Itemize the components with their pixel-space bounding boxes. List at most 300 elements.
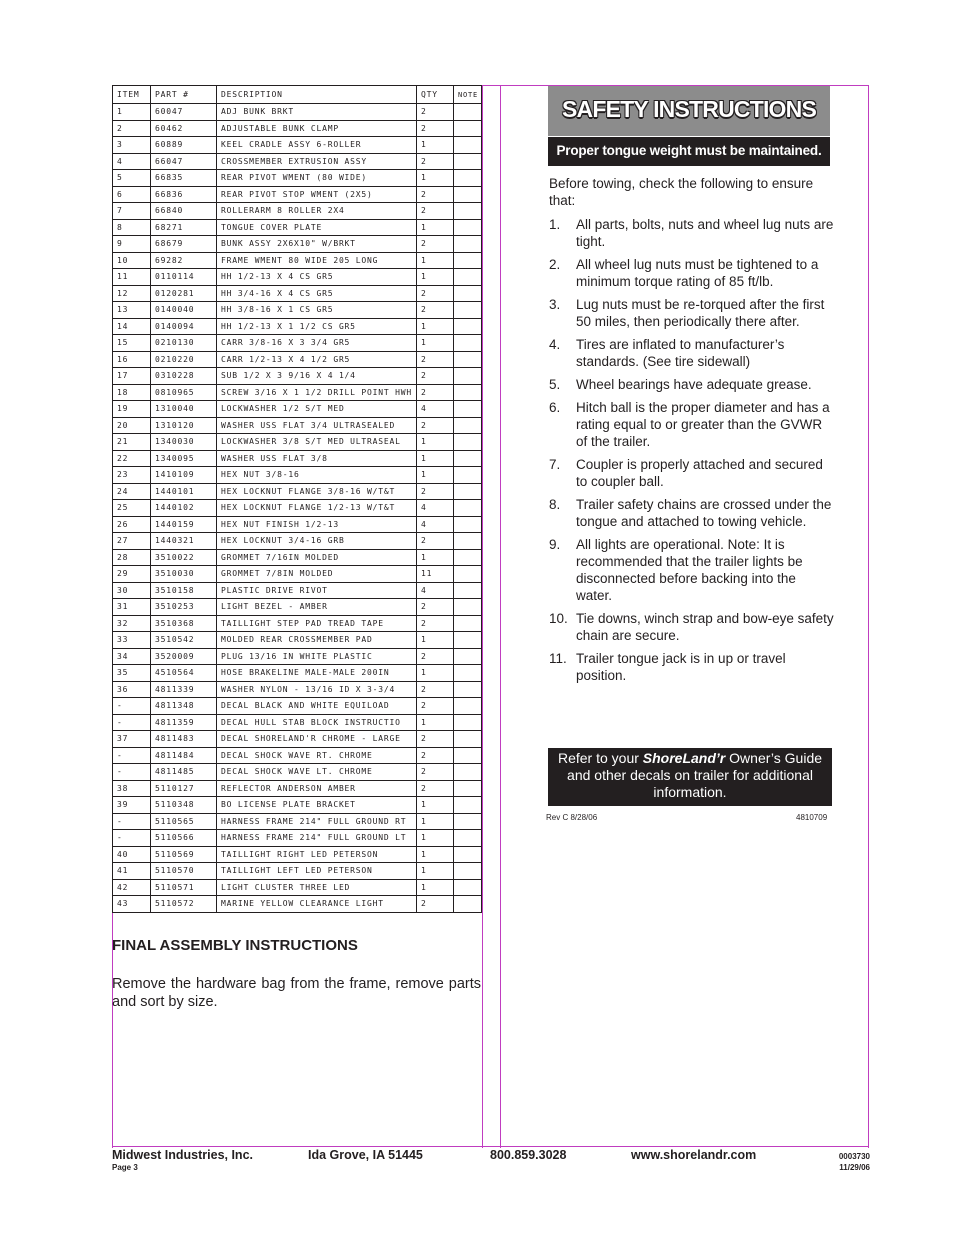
table-row: [113, 137, 482, 154]
cell-qty: 2: [417, 302, 454, 319]
list-item-text: Tie downs, winch strap and bow-eye safety chain are secure.: [576, 611, 834, 643]
cell-qty: 1: [417, 714, 454, 731]
cell-part: 60047: [151, 104, 217, 121]
cell-qty: 1: [417, 137, 454, 154]
footer-phone: 800.859.3028: [490, 1148, 567, 1162]
list-item-text: Hitch ball is the proper diameter and has a rating equal to or greater than the GVWR of the trailer.: [576, 400, 830, 449]
cell-item: 27: [113, 533, 151, 550]
col-header-note: NOTE: [454, 86, 482, 104]
cell-description: BO LICENSE PLATE BRACKET: [217, 797, 417, 814]
table-row: [113, 863, 482, 880]
cell-note: [454, 896, 482, 913]
list-item: [549, 536, 834, 604]
cell-description: SUB 1/2 X 3 9/16 X 4 1/4: [217, 368, 417, 385]
table-row: [113, 846, 482, 863]
list-item: [549, 296, 834, 330]
col-header-part: PART #: [151, 86, 217, 104]
table-row: [113, 500, 482, 517]
cell-part: 4811485: [151, 764, 217, 781]
cell-item: 5: [113, 170, 151, 187]
cell-item: 7: [113, 203, 151, 220]
list-item-text: Tires are inflated to manufacturer’s standards. (See tire sidewall): [576, 337, 785, 369]
cell-part: 5110348: [151, 797, 217, 814]
cell-note: [454, 302, 482, 319]
cell-item: 42: [113, 879, 151, 896]
cell-qty: 1: [417, 813, 454, 830]
cell-description: LIGHT CLUSTER THREE LED: [217, 879, 417, 896]
tongue-weight-text: Proper tongue weight must be maintained.: [556, 143, 822, 158]
cell-part: 3510022: [151, 549, 217, 566]
cell-description: HEX LOCKNUT FLANGE 1/2-13 W/T&T: [217, 500, 417, 517]
cell-note: [454, 516, 482, 533]
cell-qty: 1: [417, 632, 454, 649]
cell-qty: 1: [417, 467, 454, 484]
cell-part: 3520009: [151, 648, 217, 665]
list-item-number: 7.: [549, 457, 561, 472]
table-row: [113, 780, 482, 797]
cell-note: [454, 863, 482, 880]
cell-part: 66047: [151, 153, 217, 170]
cell-item: 13: [113, 302, 151, 319]
cell-note: [454, 170, 482, 187]
cell-note: [454, 599, 482, 616]
cell-item: 16: [113, 351, 151, 368]
cell-part: 3510030: [151, 566, 217, 583]
cell-qty: 2: [417, 368, 454, 385]
list-item-text: All wheel lug nuts must be tightened to a minimum torque rating of 85 ft/lb.: [576, 257, 819, 289]
cell-description: HARNESS FRAME 214" FULL GROUND LT: [217, 830, 417, 847]
cell-item: -: [113, 813, 151, 830]
cell-part: 0140040: [151, 302, 217, 319]
cell-part: 0140094: [151, 318, 217, 335]
cell-note: [454, 186, 482, 203]
cell-note: [454, 615, 482, 632]
table-row: [113, 219, 482, 236]
cell-note: [454, 335, 482, 352]
cell-item: 39: [113, 797, 151, 814]
cell-item: 29: [113, 566, 151, 583]
cell-description: GROMMET 7/8IN MOLDED: [217, 566, 417, 583]
cell-part: 68271: [151, 219, 217, 236]
table-row: [113, 896, 482, 913]
cell-description: HEX NUT 3/8-16: [217, 467, 417, 484]
brand-name: ShoreLand’r: [642, 750, 726, 766]
cell-description: GROMMET 7/16IN MOLDED: [217, 549, 417, 566]
list-item-text: Lug nuts must be re-torqued after the first 50 miles, then periodically there after.: [576, 297, 825, 329]
parts-table: [112, 85, 482, 913]
col-header-qty: QTY: [417, 86, 454, 104]
cell-note: [454, 450, 482, 467]
table-row: [113, 549, 482, 566]
cell-item: 32: [113, 615, 151, 632]
table-row: [113, 285, 482, 302]
cell-qty: 2: [417, 417, 454, 434]
table-row: [113, 698, 482, 715]
cell-qty: 2: [417, 747, 454, 764]
cell-note: [454, 368, 482, 385]
cell-description: HEX NUT FINISH 1/2-13: [217, 516, 417, 533]
cell-part: 4811359: [151, 714, 217, 731]
cell-part: 1310040: [151, 401, 217, 418]
table-row: [113, 450, 482, 467]
cell-qty: 1: [417, 665, 454, 682]
cell-note: [454, 714, 482, 731]
cell-item: 40: [113, 846, 151, 863]
cell-part: 1340030: [151, 434, 217, 451]
cell-note: [454, 467, 482, 484]
list-item-text: All parts, bolts, nuts and wheel lug nuts are tight.: [576, 217, 834, 249]
table-row: [113, 516, 482, 533]
refer-suffix: Owner’s Guide and other decals on trailer for additional information.: [567, 750, 823, 800]
table-row: [113, 351, 482, 368]
cell-description: WASHER USS FLAT 3/4 ULTRASEALED: [217, 417, 417, 434]
cell-part: 0310228: [151, 368, 217, 385]
table-row: [113, 879, 482, 896]
table-row: [113, 104, 482, 121]
revision-label: Rev C 8/28/06: [546, 813, 598, 822]
table-row: [113, 615, 482, 632]
table-row: [113, 830, 482, 847]
list-item-text: All lights are operational. Note: It is recommended that the trailer lights be disconnected before backing into the water.: [576, 537, 803, 603]
table-row: [113, 731, 482, 748]
cell-item: 28: [113, 549, 151, 566]
cell-part: 60462: [151, 120, 217, 137]
cell-qty: 2: [417, 731, 454, 748]
table-row: [113, 566, 482, 583]
cell-item: 3: [113, 137, 151, 154]
cell-description: ROLLERARM 8 ROLLER 2X4: [217, 203, 417, 220]
cell-part: 5110570: [151, 863, 217, 880]
cell-description: CARR 3/8-16 X 3 3/4 GR5: [217, 335, 417, 352]
cell-qty: 1: [417, 318, 454, 335]
cell-part: 0210220: [151, 351, 217, 368]
cell-item: -: [113, 764, 151, 781]
list-item: [549, 256, 834, 290]
table-row: [113, 417, 482, 434]
list-item-text: Trailer tongue jack is in up or travel position.: [576, 651, 786, 683]
cell-note: [454, 318, 482, 335]
cell-description: HEX LOCKNUT FLANGE 3/8-16 W/T&T: [217, 483, 417, 500]
table-row: [113, 434, 482, 451]
final-assembly-title: FINAL ASSEMBLY INSTRUCTIONS: [112, 937, 358, 954]
cell-item: 14: [113, 318, 151, 335]
cell-description: REAR PIVOT STOP WMENT (2X5): [217, 186, 417, 203]
cell-qty: 4: [417, 500, 454, 517]
safety-banner: [548, 86, 830, 136]
cell-note: [454, 731, 482, 748]
cell-note: [454, 665, 482, 682]
cell-description: FRAME WMENT 80 WIDE 205 LONG: [217, 252, 417, 269]
cell-item: -: [113, 714, 151, 731]
list-item-number: 10.: [549, 611, 568, 626]
cell-qty: 2: [417, 203, 454, 220]
cell-note: [454, 813, 482, 830]
table-row: [113, 813, 482, 830]
list-item-number: 8.: [549, 497, 561, 512]
cell-description: TAILLIGHT STEP PAD TREAD TAPE: [217, 615, 417, 632]
cell-note: [454, 483, 482, 500]
cell-part: 3510368: [151, 615, 217, 632]
table-row: [113, 747, 482, 764]
cell-item: 26: [113, 516, 151, 533]
safety-intro: Before towing, check the following to ensure that:: [549, 176, 814, 208]
cell-part: 5110569: [151, 846, 217, 863]
cell-part: 1410109: [151, 467, 217, 484]
refer-text: [548, 748, 832, 801]
table-row: [113, 203, 482, 220]
list-item: [549, 496, 834, 530]
cell-part: 4811483: [151, 731, 217, 748]
table-row: [113, 483, 482, 500]
table-row: [113, 599, 482, 616]
table-row: [113, 582, 482, 599]
list-item-number: 5.: [549, 377, 561, 392]
cell-item: 8: [113, 219, 151, 236]
table-row: [113, 533, 482, 550]
cell-item: 15: [113, 335, 151, 352]
list-item: [549, 456, 834, 490]
cell-note: [454, 384, 482, 401]
cell-note: [454, 203, 482, 220]
cell-item: 4: [113, 153, 151, 170]
cell-item: 21: [113, 434, 151, 451]
cell-qty: 2: [417, 780, 454, 797]
cell-description: HH 3/8-16 X 1 CS GR5: [217, 302, 417, 319]
cell-qty: 2: [417, 351, 454, 368]
refer-prefix: Refer to your: [557, 750, 643, 766]
cell-description: DECAL HULL STAB BLOCK INSTRUCTIO: [217, 714, 417, 731]
table-row: [113, 384, 482, 401]
cell-description: TAILLIGHT RIGHT LED PETERSON: [217, 846, 417, 863]
cell-qty: 2: [417, 896, 454, 913]
cell-note: [454, 549, 482, 566]
cell-item: -: [113, 747, 151, 764]
cell-qty: 2: [417, 120, 454, 137]
cell-note: [454, 698, 482, 715]
table-row: [113, 318, 482, 335]
table-row: [113, 252, 482, 269]
cell-item: 30: [113, 582, 151, 599]
footer-code: 0003730: [838, 1152, 870, 1161]
cell-note: [454, 401, 482, 418]
cell-qty: 1: [417, 846, 454, 863]
cell-description: LOCKWASHER 1/2 S/T MED: [217, 401, 417, 418]
footer-page-number: Page 3: [112, 1163, 138, 1172]
cell-description: MOLDED REAR CROSSMEMBER PAD: [217, 632, 417, 649]
cell-description: TAILLIGHT LEFT LED PETERSON: [217, 863, 417, 880]
table-row: [113, 797, 482, 814]
cell-description: REFLECTOR ANDERSON AMBER: [217, 780, 417, 797]
cell-qty: 1: [417, 450, 454, 467]
cell-note: [454, 582, 482, 599]
cell-note: [454, 797, 482, 814]
cell-part: 3510542: [151, 632, 217, 649]
cell-description: REAR PIVOT WMENT (80 WIDE): [217, 170, 417, 187]
cell-item: 37: [113, 731, 151, 748]
cell-note: [454, 137, 482, 154]
cell-note: [454, 236, 482, 253]
cell-note: [454, 780, 482, 797]
cell-qty: 1: [417, 434, 454, 451]
cell-item: -: [113, 698, 151, 715]
cell-description: HH 1/2-13 X 4 CS GR5: [217, 269, 417, 286]
footer-website[interactable]: www.shorelandr.com: [631, 1148, 757, 1162]
cell-part: 0120281: [151, 285, 217, 302]
footer-date: 11/29/06: [839, 1163, 870, 1172]
cell-description: DECAL SHOCK WAVE RT. CHROME: [217, 747, 417, 764]
table-row: [113, 186, 482, 203]
cell-description: CROSSMEMBER EXTRUSION ASSY: [217, 153, 417, 170]
tongue-weight-bar: [548, 137, 830, 166]
cell-item: 24: [113, 483, 151, 500]
cell-part: 1340095: [151, 450, 217, 467]
cell-item: 6: [113, 186, 151, 203]
cell-qty: 2: [417, 285, 454, 302]
cell-qty: 1: [417, 549, 454, 566]
cell-description: HOSE BRAKELINE MALE-MALE 200IN: [217, 665, 417, 682]
cell-description: BUNK ASSY 2X6X10" W/BRKT: [217, 236, 417, 253]
cell-qty: 2: [417, 153, 454, 170]
table-header-row: [113, 86, 482, 104]
cell-description: DECAL SHORELAND'R CHROME - LARGE: [217, 731, 417, 748]
cell-qty: 2: [417, 384, 454, 401]
cell-item: 17: [113, 368, 151, 385]
table-row: [113, 632, 482, 649]
cell-item: 2: [113, 120, 151, 137]
cell-qty: 4: [417, 516, 454, 533]
refer-box: [548, 748, 832, 806]
cell-item: 1: [113, 104, 151, 121]
cell-note: [454, 153, 482, 170]
cell-description: HARNESS FRAME 214" FULL GROUND RT: [217, 813, 417, 830]
cell-qty: 2: [417, 615, 454, 632]
cell-qty: 2: [417, 648, 454, 665]
cell-qty: 1: [417, 335, 454, 352]
cell-description: PLASTIC DRIVE RIVOT: [217, 582, 417, 599]
list-item-number: 2.: [549, 257, 561, 272]
cell-qty: 1: [417, 252, 454, 269]
cell-part: 68679: [151, 236, 217, 253]
cell-part: 1440321: [151, 533, 217, 550]
column-guide: [482, 85, 483, 1148]
cell-description: DECAL BLACK AND WHITE EQUILOAD: [217, 698, 417, 715]
cell-note: [454, 104, 482, 121]
cell-note: [454, 747, 482, 764]
cell-part: 5110571: [151, 879, 217, 896]
cell-description: HH 1/2-13 X 1 1/2 CS GR5: [217, 318, 417, 335]
cell-item: 34: [113, 648, 151, 665]
list-item-number: 11.: [549, 651, 567, 666]
cell-part: 1440102: [151, 500, 217, 517]
table-row: [113, 236, 482, 253]
margin-guide: [112, 1146, 869, 1147]
cell-qty: 2: [417, 236, 454, 253]
col-header-description: DESCRIPTION: [217, 86, 417, 104]
cell-note: [454, 500, 482, 517]
cell-note: [454, 846, 482, 863]
cell-description: PLUG 13/16 IN WHITE PLASTIC: [217, 648, 417, 665]
cell-note: [454, 681, 482, 698]
list-item: [549, 216, 834, 250]
cell-note: [454, 632, 482, 649]
cell-part: 5110566: [151, 830, 217, 847]
cell-part: 60889: [151, 137, 217, 154]
safety-checklist: [549, 216, 834, 690]
list-item: [549, 399, 834, 450]
cell-qty: 1: [417, 863, 454, 880]
cell-description: ADJ BUNK BRKT: [217, 104, 417, 121]
table-row: [113, 648, 482, 665]
cell-note: [454, 285, 482, 302]
table-row: [113, 335, 482, 352]
cell-item: 25: [113, 500, 151, 517]
cell-qty: 4: [417, 401, 454, 418]
cell-qty: 1: [417, 269, 454, 286]
footer-city: Ida Grove, IA 51445: [308, 1148, 423, 1162]
cell-item: 38: [113, 780, 151, 797]
cell-note: [454, 533, 482, 550]
cell-part: 4811484: [151, 747, 217, 764]
table-row: [113, 681, 482, 698]
cell-note: [454, 120, 482, 137]
cell-note: [454, 648, 482, 665]
cell-qty: 1: [417, 797, 454, 814]
cell-part: 0210130: [151, 335, 217, 352]
table-row: [113, 153, 482, 170]
cell-part: 0810965: [151, 384, 217, 401]
table-row: [113, 120, 482, 137]
list-item: [549, 610, 834, 644]
cell-part: 69282: [151, 252, 217, 269]
cell-description: CARR 1/2-13 X 4 1/2 GR5: [217, 351, 417, 368]
cell-qty: 2: [417, 186, 454, 203]
final-assembly-body: Remove the hardware bag from the frame, remove parts and sort by size.: [112, 976, 481, 1010]
list-item-number: 9.: [549, 537, 561, 552]
list-item: [549, 376, 834, 393]
cell-part: 0110114: [151, 269, 217, 286]
cell-item: 33: [113, 632, 151, 649]
table-row: [113, 401, 482, 418]
cell-qty: 2: [417, 104, 454, 121]
cell-description: HH 3/4-16 X 4 CS GR5: [217, 285, 417, 302]
cell-note: [454, 830, 482, 847]
cell-part: 5110565: [151, 813, 217, 830]
cell-qty: 2: [417, 599, 454, 616]
cell-item: 43: [113, 896, 151, 913]
cell-qty: 4: [417, 582, 454, 599]
cell-part: 1440101: [151, 483, 217, 500]
document-number: 4810709: [796, 813, 828, 822]
cell-part: 5110572: [151, 896, 217, 913]
cell-description: HEX LOCKNUT 3/4-16 GRB: [217, 533, 417, 550]
list-item-number: 3.: [549, 297, 561, 312]
cell-item: 22: [113, 450, 151, 467]
cell-description: LOCKWASHER 3/8 S/T MED ULTRASEAL: [217, 434, 417, 451]
cell-item: 10: [113, 252, 151, 269]
cell-item: 20: [113, 417, 151, 434]
cell-qty: 2: [417, 533, 454, 550]
cell-note: [454, 269, 482, 286]
cell-qty: 1: [417, 219, 454, 236]
table-row: [113, 665, 482, 682]
safety-title: SAFETY INSTRUCTIONS: [561, 96, 816, 122]
cell-qty: 2: [417, 483, 454, 500]
cell-qty: 11: [417, 566, 454, 583]
cell-item: 18: [113, 384, 151, 401]
cell-note: [454, 252, 482, 269]
margin-guide: [868, 85, 869, 1148]
cell-qty: 2: [417, 698, 454, 715]
